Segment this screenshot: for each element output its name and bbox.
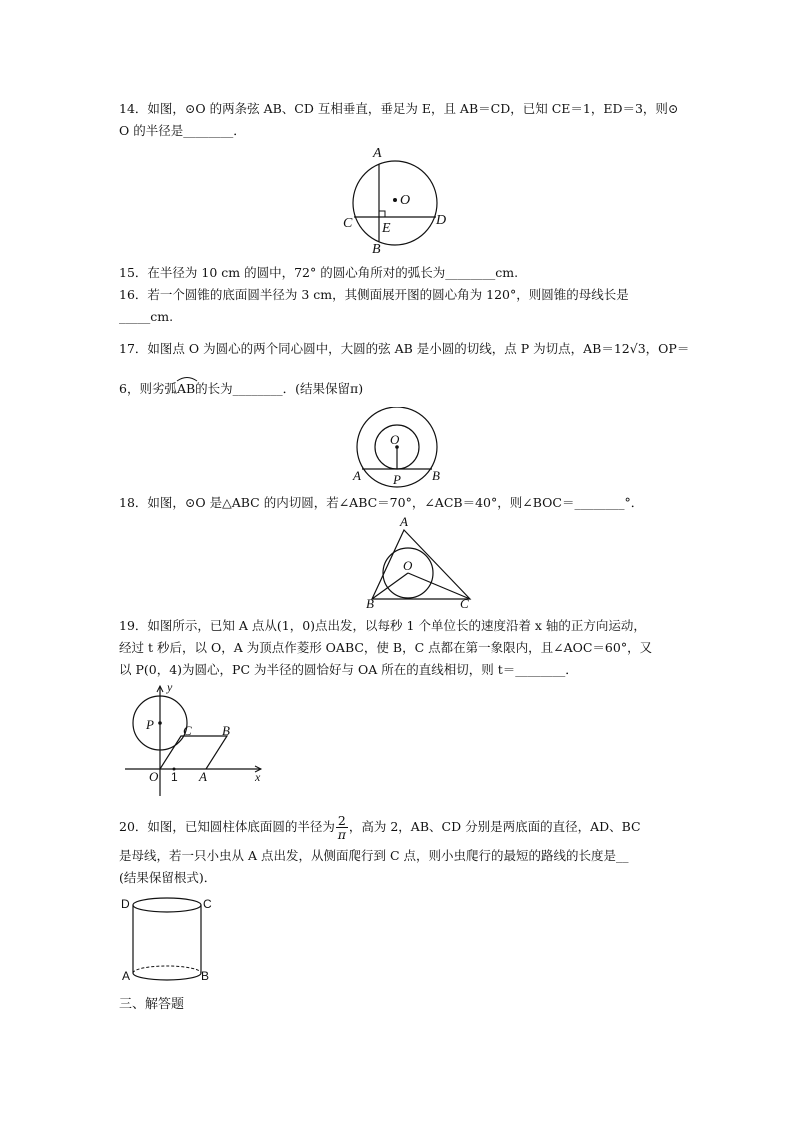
q19-line2: 经过 t 秒后，以 O，A 为顶点作菱形 OABC，使 B，C 点都在第一象限内，且∠AOC＝60°，又 (119, 640, 653, 655)
label-A: A (122, 969, 131, 983)
q14-line2: O 的半径是________． (119, 123, 246, 138)
label-B: B (222, 723, 230, 738)
section-title: 三、解答题 (119, 997, 185, 1012)
label-E: E (382, 221, 391, 236)
label-B: B (372, 242, 381, 256)
label-O: O (149, 769, 159, 784)
label-C: C (203, 897, 212, 911)
axis-y-label: y (167, 680, 173, 694)
label-O: O (390, 432, 400, 447)
label-A: A (353, 468, 361, 483)
q18-figure (360, 513, 480, 610)
label-C: C (343, 216, 353, 231)
label-A: A (199, 769, 207, 784)
q14-line1: 14．如图，⊙O 的两条弦 AB、CD 互相垂直，垂足为 E，且 AB＝CD，已知 CE＝1，ED＝3，则⊙ (119, 101, 679, 116)
q17-figure (345, 407, 450, 489)
label-O: O (400, 193, 411, 208)
label-A: A (373, 146, 382, 161)
label-A: A (400, 514, 408, 529)
q20-line2: 是母线，若一只小虫从 A 点出发，从侧面爬行到 C 点，则小虫爬行的最短的路线的长度是__ (119, 848, 629, 863)
label-B: B (366, 596, 374, 610)
label-O: O (403, 558, 413, 573)
q15-line: 15．在半径为 10 cm 的圆中，72° 的圆心角所对的弧长为________cm. (119, 265, 519, 280)
q20-line1-post: ，高为 2，AB、CD 分别是两底面的直径，AD、BC (348, 819, 641, 834)
q17-line1: 17．如图点 O 为圆心的两个同心圆中，大圆的弦 AB 是小圆的切线，点 P 为切点，AB＝12√3，OP＝ (119, 341, 690, 356)
label-D: D (436, 213, 447, 228)
q20-line1 (119, 812, 641, 842)
q16-line2: _____cm. (119, 309, 174, 324)
label-C: C (460, 596, 469, 610)
q19-figure (119, 678, 269, 803)
q19-line3: 以 P(0，4)为圆心，PC 为半径的圆恰好与 OA 所在的直线相切，则 t＝________． (119, 662, 578, 677)
q17-line2-pre: 6，则劣弧 (119, 381, 177, 396)
fraction-numerator: 2 (337, 813, 346, 828)
label-D: D (121, 897, 130, 911)
label-B: B (201, 969, 210, 983)
q20-line1-pre: 20．如图，已知圆柱体底面圆的半径为 (119, 819, 335, 834)
arc-label: AB (176, 381, 196, 396)
q14-figure (340, 143, 455, 256)
q18-line: 18．如图，⊙O 是△ABC 的内切圆，若∠ABC＝70°，∠ACB＝40°，则∠BOC＝________°． (119, 495, 644, 510)
q19-line1: 19．如图所示，已知 A 点从(1，0)点出发，以每秒 1 个单位长的速度沿着 x 轴的正方向运动， (119, 618, 646, 633)
q20-figure (119, 893, 214, 985)
q17-line2 (119, 381, 363, 397)
label-B: B (432, 468, 440, 483)
fraction-denominator: π (337, 827, 346, 842)
label-P: P (393, 472, 401, 487)
q20-line3: (结果保留根式)． (119, 870, 217, 885)
axis-x-label: x (255, 770, 261, 784)
q17-line2-post: 的长为________．(结果保留π) (195, 381, 364, 396)
arc-mark-icon (176, 376, 198, 382)
q17-arc-ab (177, 381, 195, 397)
label-one: 1 (171, 770, 178, 784)
label-C: C (183, 723, 192, 738)
fraction-2-over-pi (336, 814, 348, 841)
q16-line1: 16．若一个圆锥的底面圆半径为 3 cm，其侧面展开图的圆心角为 120°，则圆锥的母线长是 (119, 287, 629, 302)
label-P: P (146, 717, 154, 732)
